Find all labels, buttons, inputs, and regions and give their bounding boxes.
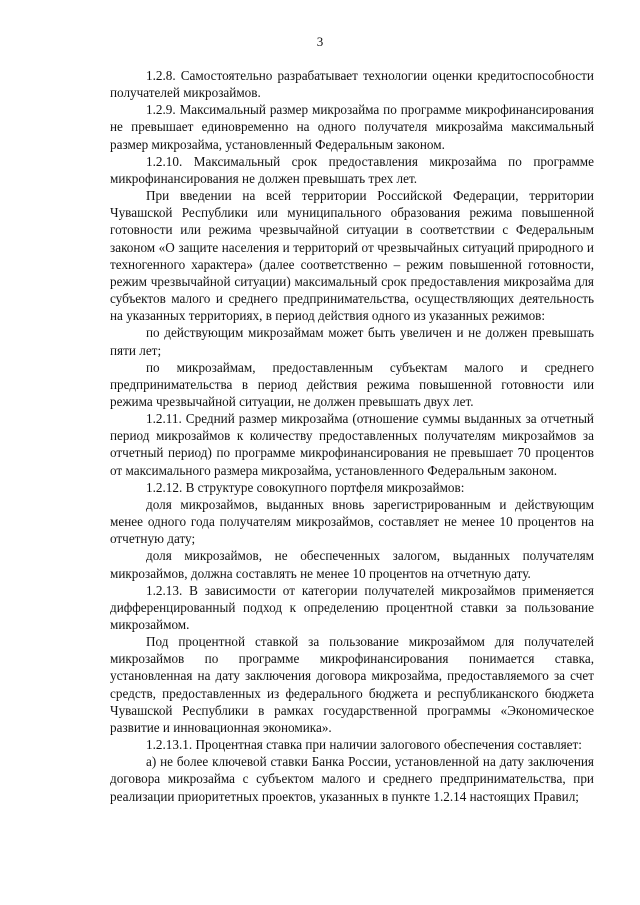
- paragraph-1-2-13: 1.2.13. В зависимости от категории получателей микрозаймов применяется дифференцированный подход к определению процентной ставки за пользование микрозаймом.: [110, 582, 594, 632]
- paragraph-share-unsecured: доля микрозаймов, не обеспеченных залогом, выданных получателям микрозаймов, должна составлять не менее 10 процентов на отчетную дату.: [110, 548, 594, 581]
- document-body: [110, 67, 594, 805]
- paragraph-item-a: а) не более ключевой ставки Банка России, установленной на дату заключения договора микрозайма с субъектом малого и среднего предпринимательства, при реализации приоритетных проектов, указанных в пункте 1.2.14 настоящих Правил;: [110, 754, 594, 804]
- paragraph-1-2-11: 1.2.11. Средний размер микрозайма (отношение суммы выданных за отчетный период микрозаймов к количеству предоставленных получателям микрозаймов за отчетный период) по программе микрофинансирования не превышает 70 процентов от максимального размера микрозайма, установленного Федеральным законом.: [110, 411, 594, 478]
- paragraph-emergency-regime: При введении на всей территории Российской Федерации, территории Чувашской Республики или муниципального образования режима повышенной готовности или режима чрезвычайной ситуации в соответствии с Федеральным законом «О защите населения и территорий от чрезвычайных ситуаций природного и техногенного характера» (далее соответственно – режим повышенной готовности, режим чрезвычайной ситуации) максимальный срок предоставления микрозайма для субъектов малого и среднего предпринимательства, осуществляющих деятельность на указанных территориях, в период действия одного из указанных режимов:: [110, 188, 594, 324]
- paragraph-1-2-12: 1.2.12. В структуре совокупного портфеля микрозаймов:: [146, 479, 465, 495]
- paragraph-existing-loans: по действующим микрозаймам может быть увеличен и не должен превышать пяти лет;: [110, 325, 594, 358]
- paragraph-new-loans: по микрозаймам, предоставленным субъектам малого и среднего предпринимательства в период действия режима повышенной готовности или режима чрезвычайной ситуации, не должен превышать двух лет.: [110, 359, 594, 409]
- page-number: 3: [316, 34, 324, 49]
- paragraph-interest-rate-definition: Под процентной ставкой за пользование микрозаймом для получателей микрозаймов по программе микрофинансирования понимается ставка, установленная на дату заключения договора микрозайма, предоставляемого за счет средств, предоставленных из федерального бюджета и республиканского бюджета Чувашской Республики в рамках государственной программы «Экономическое развитие и инновационная экономика».: [110, 634, 594, 735]
- paragraph-1-2-9: 1.2.9. Максимальный размер микрозайма по программе микрофинансирования не превышает единовременно на одного получателя микрозайма максимальный размер микрозайма, установленный Федеральным законом.: [110, 102, 594, 152]
- paragraph-1-2-10: 1.2.10. Максимальный срок предоставления микрозайма по программе микрофинансирования не должен превышать трех лет.: [110, 153, 594, 186]
- paragraph-share-new-borrowers: доля микрозаймов, выданных вновь зарегистрированным и действующим менее одного года получателям микрозаймов, составляет не менее 10 процентов на отчетную дату;: [110, 496, 594, 547]
- paragraph-1-2-8: 1.2.8. Самостоятельно разрабатывает технологии оценки кредитоспособности получателей микрозаймов.: [110, 68, 594, 101]
- paragraph-1-2-13-1: 1.2.13.1. Процентная ставка при наличии залогового обеспечения составляет:: [146, 737, 582, 753]
